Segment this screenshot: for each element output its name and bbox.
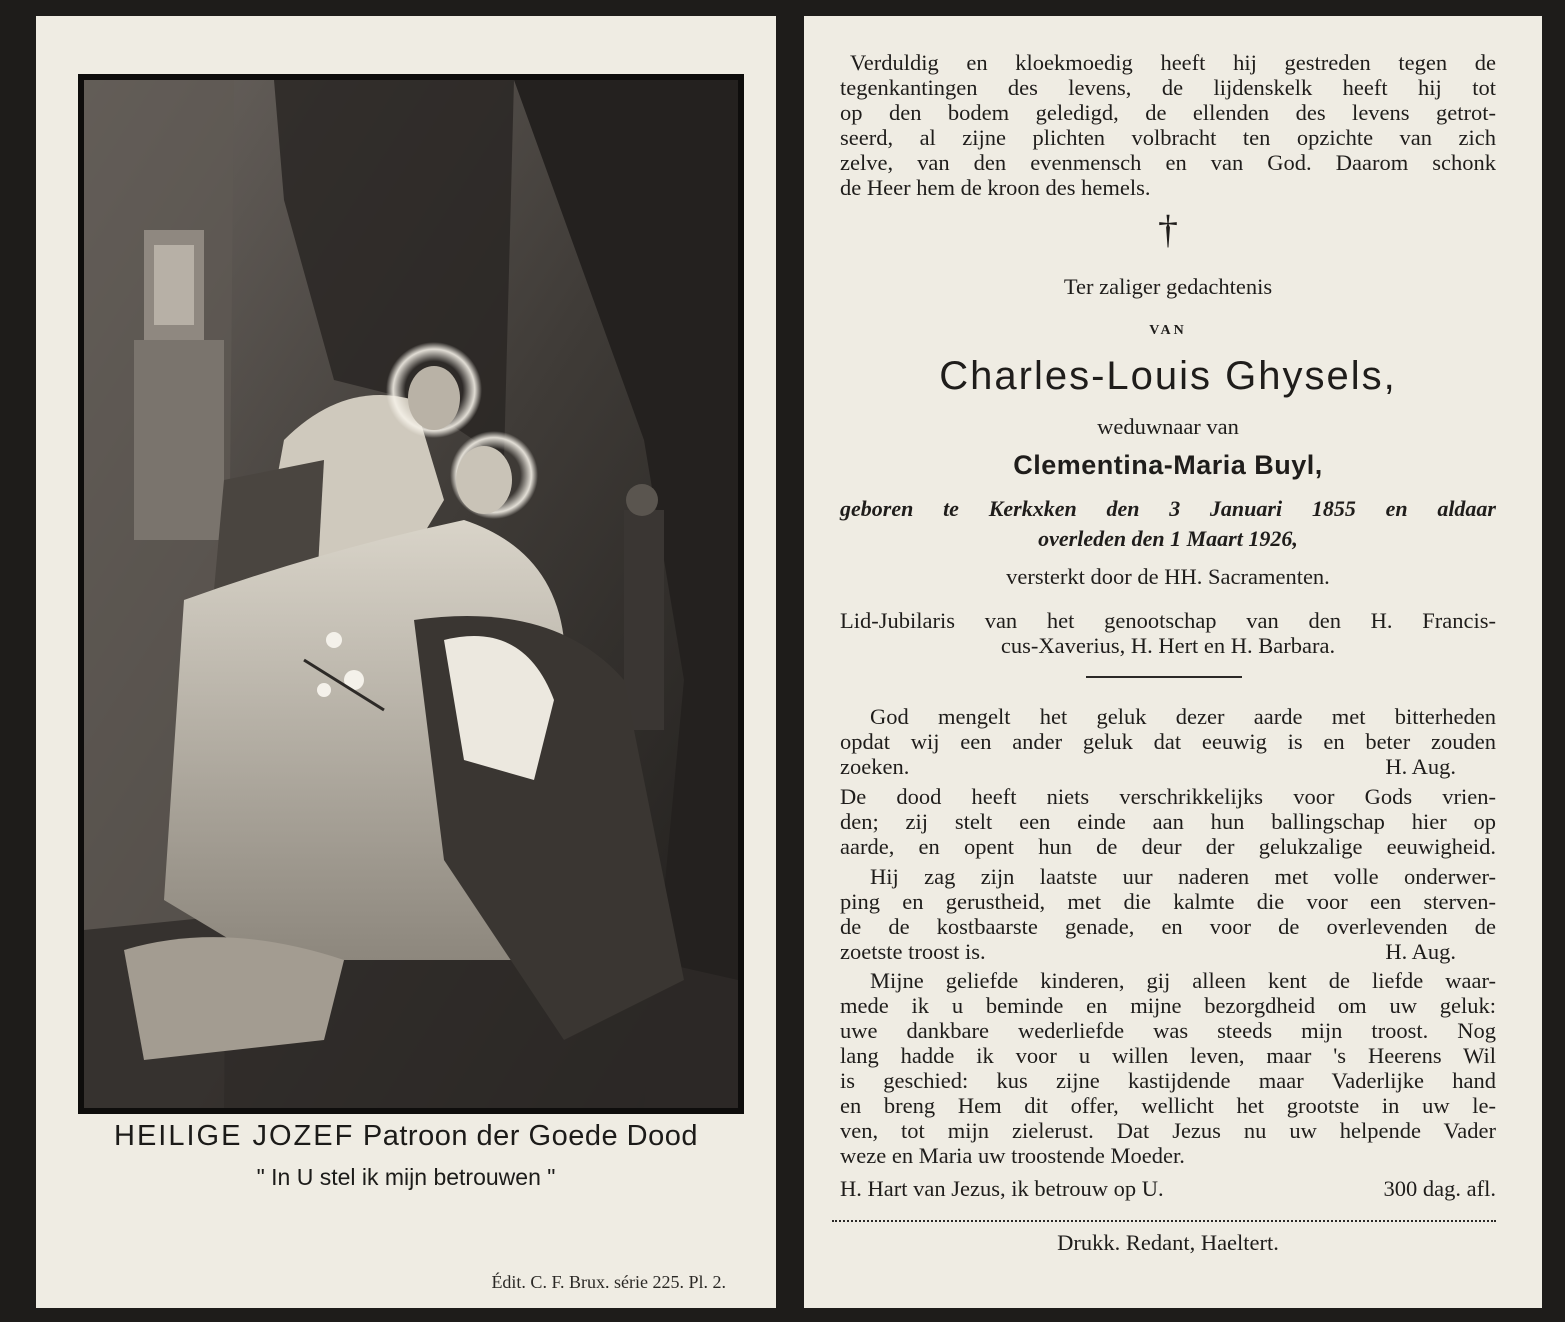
quote-line: uwe dankbare wederliefde was steeds mijn troost. Nog — [840, 1018, 1496, 1043]
quote-end-row — [840, 754, 1496, 779]
quote-line: ping en gerustheid, met die kalmte die voor een sterven- — [840, 889, 1496, 914]
spouse-name: Clementina-Maria Buyl, — [1013, 450, 1323, 480]
divider-line — [1086, 676, 1242, 678]
intro-line: de Heer hem de kroon des hemels. — [840, 175, 1151, 200]
quote-line: ven, tot mijn zielerust. Dat Jezus nu uw helpende Vader — [840, 1118, 1496, 1143]
sacraments-line: versterkt door de HH. Sacramenten. — [1006, 564, 1330, 589]
cross-icon: † — [1158, 207, 1178, 252]
prayer-row — [840, 1176, 1496, 1201]
quote-line: de de kostbaarste genade, en voor de overlevenden de — [840, 914, 1496, 939]
quote-line: mede ik u beminde en mijne bezorgdheid om uw geluk: — [840, 993, 1496, 1018]
dotted-divider — [832, 1220, 1496, 1222]
edition-note: Édit. C. F. Brux. série 225. Pl. 2. — [491, 1272, 726, 1292]
left-panel — [36, 16, 776, 1308]
indulgence-note: 300 dag. afl. — [1383, 1176, 1496, 1201]
quote-hij-zag — [840, 864, 1496, 964]
caption-title-strong: HEILIGE JOZEF — [114, 1120, 355, 1152]
widower-label: weduwnaar van — [1097, 414, 1239, 439]
death-line: overleden den 1 Maart 1926, — [1038, 526, 1298, 551]
quote-line: zoeken. — [840, 754, 910, 779]
intro-line: Verduldig en kloekmoedig heeft hij gestreden tegen de — [850, 50, 1496, 75]
birth-line: geboren te Kerkxken den 3 Januari 1855 en aldaar — [840, 496, 1496, 521]
caption-title — [36, 1120, 776, 1153]
intro-paragraph — [840, 50, 1496, 200]
membership-line: Lid-Jubilaris van het genootschap van den H. Francis- — [840, 608, 1496, 633]
quote-end-row — [840, 939, 1496, 964]
caption-quote: " In U stel ik mijn betrouwen " — [256, 1164, 556, 1190]
quote-line: opdat wij een ander geluk dat eeuwig is en beter zouden — [840, 729, 1496, 754]
quote-source: H. Aug. — [1385, 754, 1456, 779]
quote-line: lang hadde ik voor u willen leven, maar 's Heerens Wil — [840, 1043, 1496, 1068]
right-panel — [804, 16, 1542, 1308]
van-label: VAN — [1149, 323, 1187, 338]
quote-line: God mengelt het geluk dezer aarde met bitterheden — [870, 704, 1496, 729]
caption-title-rest: Patroon der Goede Dood — [362, 1120, 698, 1152]
membership-line: cus-Xaverius, H. Hert en H. Barbara. — [1000, 633, 1336, 658]
quote-line: De dood heeft niets verschrikkelijks voor Gods vrien- — [840, 784, 1496, 809]
quote-line: zoetste troost is. — [840, 939, 986, 964]
birth-death-block — [840, 494, 1496, 554]
quote-line: weze en Maria uw troostende Moeder. — [840, 1143, 1185, 1168]
quote-line: Mijne geliefde kinderen, gij alleen kent de liefde waar- — [870, 968, 1496, 993]
quote-de-dood — [840, 784, 1496, 859]
quote-god-mengelt — [840, 704, 1496, 779]
quote-line: aarde, en opent hun de deur der gelukzalige eeuwigheid. — [840, 834, 1496, 859]
quote-line: en breng Hem dit offer, wellicht het grootste in uw le- — [840, 1093, 1496, 1118]
picture-frame — [78, 74, 744, 1114]
intro-line: zelve, van den evenmensch en van God. Daarom schonk — [840, 150, 1496, 175]
quote-line: is geschied: kus zijne kastijdende maar Vaderlijke hand — [840, 1068, 1496, 1093]
prayer-line: H. Hart van Jezus, ik betrouw op U. — [840, 1176, 1164, 1201]
deceased-name: Charles-Louis Ghysels, — [939, 354, 1397, 398]
intro-line: tegenkantingen des levens, de lijdenskelk heeft hij tot — [840, 75, 1496, 100]
printer-line: Drukk. Redant, Haeltert. — [1057, 1230, 1279, 1255]
membership-block — [840, 608, 1496, 658]
card-fold — [776, 0, 804, 1322]
quote-line: den; zij stelt een einde aan hun ballingschap hier op — [840, 809, 1496, 834]
intro-line: seerd, al zijne plichten volbracht ten opzichte van zich — [840, 125, 1496, 150]
memoriam-heading: Ter zaliger gedachtenis — [1063, 274, 1273, 299]
quote-source: H. Aug. — [1385, 939, 1456, 964]
intro-line: op den bodem geledigd, de ellenden des levens getrot- — [840, 100, 1496, 125]
quote-line: Hij zag zijn laatste uur naderen met volle onderwer- — [870, 864, 1496, 889]
saint-joseph-death-scene-image — [84, 80, 738, 1108]
quote-mijne-kinderen — [840, 968, 1496, 1168]
